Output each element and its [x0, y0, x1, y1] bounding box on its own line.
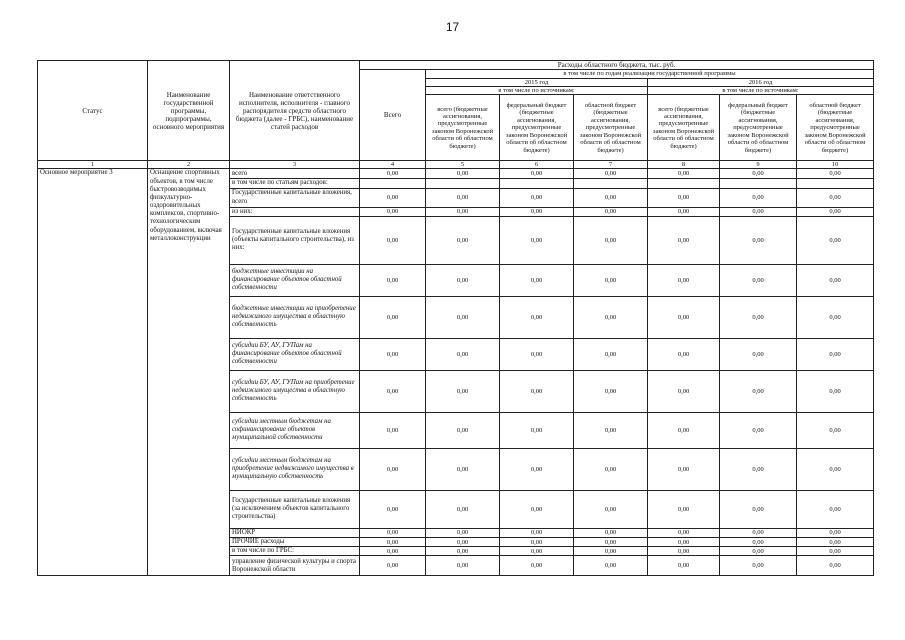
row-label: бюджетные инвестиции на приобретение недвижимого имущества в областную собственность	[230, 296, 360, 338]
value-cell	[574, 179, 648, 188]
column-number: 5	[426, 161, 500, 169]
value-cell: 0,00	[426, 528, 500, 537]
value-cell: 0,00	[574, 296, 648, 338]
value-cell: 0,00	[500, 412, 574, 448]
value-cell: 0,00	[500, 338, 574, 370]
value-cell: 0,00	[360, 537, 426, 546]
header-status: Статус	[38, 61, 148, 161]
program-cell: Оснащение спортивных объектов, в том числе быстровозводимых физкультурно-оздоровительных комплексов, спортивно-технологическим оборудованием, включая металлоконструкции	[148, 169, 230, 576]
column-number: 7	[574, 161, 648, 169]
value-cell: 0,00	[648, 264, 720, 296]
value-cell	[720, 179, 797, 188]
row-label: Государственные капитальные вложения (объекты капитального строительства), из них:	[230, 216, 360, 264]
value-cell: 0,00	[797, 370, 874, 412]
value-cell: 0,00	[720, 528, 797, 537]
column-number: 3	[230, 161, 360, 169]
value-cell: 0,00	[797, 547, 874, 556]
value-cell: 0,00	[648, 216, 720, 264]
value-cell: 0,00	[426, 188, 500, 207]
row-label: НИОКР	[230, 528, 360, 537]
header-col-total-2016: всего (бюджетные ассигнования, предусмотренные законом Воронежской области об областном бюджете)	[648, 95, 720, 161]
header-by-sources-2015: в том числе по источникам:	[426, 86, 648, 94]
value-cell: 0,00	[426, 296, 500, 338]
value-cell: 0,00	[648, 528, 720, 537]
row-label: всего	[230, 169, 360, 179]
value-cell: 0,00	[360, 207, 426, 216]
column-number-row	[38, 161, 874, 169]
value-cell: 0,00	[574, 448, 648, 490]
value-cell: 0,00	[720, 412, 797, 448]
value-cell: 0,00	[426, 547, 500, 556]
column-number: 4	[360, 161, 426, 169]
header-total: Всего	[360, 70, 426, 161]
row-label: Государственные капитальные вложения, всего	[230, 188, 360, 207]
value-cell: 0,00	[574, 490, 648, 528]
value-cell: 0,00	[797, 537, 874, 546]
row-label: субсидии местным бюджетам на софинансирование объектов муниципальной собственности	[230, 412, 360, 448]
value-cell: 0,00	[426, 216, 500, 264]
row-label: из них:	[230, 207, 360, 216]
value-cell: 0,00	[797, 296, 874, 338]
table-row	[38, 169, 874, 179]
value-cell: 0,00	[574, 338, 648, 370]
header-col-total-2015: всего (бюджетные ассигнования, предусмотренные законом Воронежской области об областном бюджете)	[426, 95, 500, 161]
value-cell: 0,00	[574, 216, 648, 264]
header-by-sources-2016: в том числе по источникам:	[648, 86, 874, 94]
value-cell: 0,00	[426, 556, 500, 576]
header-row-1	[38, 61, 874, 70]
value-cell: 0,00	[500, 528, 574, 537]
value-cell: 0,00	[360, 528, 426, 537]
value-cell: 0,00	[500, 370, 574, 412]
value-cell: 0,00	[797, 490, 874, 528]
column-number: 6	[500, 161, 574, 169]
value-cell: 0,00	[500, 188, 574, 207]
value-cell: 0,00	[648, 207, 720, 216]
value-cell: 0,00	[797, 448, 874, 490]
value-cell	[797, 179, 874, 188]
column-number: 2	[148, 161, 230, 169]
value-cell: 0,00	[574, 412, 648, 448]
value-cell: 0,00	[720, 547, 797, 556]
header-col-federal-2016: федеральный бюджет (бюджетные ассигнования, предусмотренные законом Воронежской области об областном бюджете)	[720, 95, 797, 161]
value-cell: 0,00	[648, 537, 720, 546]
header-by-years: в том числе по годам реализации государственной программы	[426, 70, 874, 78]
row-label: в том числе по ГРБС:	[230, 547, 360, 556]
value-cell: 0,00	[648, 490, 720, 528]
value-cell: 0,00	[720, 490, 797, 528]
column-number: 9	[720, 161, 797, 169]
value-cell: 0,00	[500, 216, 574, 264]
value-cell: 0,00	[648, 547, 720, 556]
value-cell: 0,00	[574, 370, 648, 412]
header-program-name: Наименование государственной программы, подпрограммы, основного мероприятия	[148, 61, 230, 161]
value-cell: 0,00	[574, 169, 648, 179]
value-cell: 0,00	[360, 370, 426, 412]
value-cell: 0,00	[648, 370, 720, 412]
value-cell: 0,00	[500, 264, 574, 296]
value-cell: 0,00	[426, 537, 500, 546]
value-cell: 0,00	[500, 490, 574, 528]
row-label: ПРОЧИЕ расходы	[230, 537, 360, 546]
status-cell: Основное мероприятие 3	[38, 169, 148, 576]
value-cell: 0,00	[648, 448, 720, 490]
value-cell: 0,00	[720, 556, 797, 576]
value-cell: 0,00	[500, 169, 574, 179]
value-cell: 0,00	[720, 448, 797, 490]
value-cell: 0,00	[648, 412, 720, 448]
header-col-federal-2015: федеральный бюджет (бюджетные ассигнования, предусмотренные законом Воронежской области об областном бюджете)	[500, 95, 574, 161]
value-cell: 0,00	[360, 547, 426, 556]
value-cell: 0,00	[797, 216, 874, 264]
value-cell: 0,00	[500, 296, 574, 338]
value-cell: 0,00	[426, 370, 500, 412]
row-label: бюджетные инвестиции на финансирование объектов областной собственности	[230, 264, 360, 296]
row-label: управление физической культуры и спорта Воронежской области	[230, 556, 360, 576]
value-cell: 0,00	[500, 556, 574, 576]
value-cell: 0,00	[574, 547, 648, 556]
value-cell: 0,00	[426, 207, 500, 216]
value-cell: 0,00	[797, 338, 874, 370]
value-cell: 0,00	[574, 264, 648, 296]
value-cell: 0,00	[360, 296, 426, 338]
value-cell	[360, 179, 426, 188]
column-number: 10	[797, 161, 874, 169]
value-cell: 0,00	[720, 264, 797, 296]
value-cell: 0,00	[720, 370, 797, 412]
value-cell: 0,00	[500, 448, 574, 490]
value-cell: 0,00	[360, 448, 426, 490]
header-col-regional-2015: областной бюджет (бюджетные ассигнования, предусмотренные законом Воронежской области об областном бюджете)	[574, 95, 648, 161]
row-label: Государственные капитальные вложения (за исключением объектов капитального строительства)	[230, 490, 360, 528]
header-year-2015: 2015 год	[426, 78, 648, 86]
header-year-2016: 2016 год	[648, 78, 874, 86]
value-cell	[500, 179, 574, 188]
value-cell: 0,00	[574, 207, 648, 216]
value-cell: 0,00	[574, 528, 648, 537]
value-cell: 0,00	[797, 207, 874, 216]
value-cell: 0,00	[426, 338, 500, 370]
value-cell: 0,00	[797, 556, 874, 576]
value-cell: 0,00	[360, 490, 426, 528]
value-cell: 0,00	[500, 207, 574, 216]
value-cell: 0,00	[648, 556, 720, 576]
value-cell: 0,00	[720, 169, 797, 179]
value-cell: 0,00	[648, 169, 720, 179]
value-cell: 0,00	[426, 169, 500, 179]
value-cell: 0,00	[648, 338, 720, 370]
header-expenses-title: Расходы областного бюджета, тыс. руб.	[360, 61, 874, 70]
value-cell: 0,00	[648, 188, 720, 207]
value-cell: 0,00	[360, 169, 426, 179]
value-cell: 0,00	[648, 296, 720, 338]
value-cell	[648, 179, 720, 188]
value-cell: 0,00	[426, 264, 500, 296]
value-cell: 0,00	[574, 537, 648, 546]
value-cell: 0,00	[360, 556, 426, 576]
value-cell: 0,00	[797, 169, 874, 179]
value-cell: 0,00	[426, 412, 500, 448]
value-cell: 0,00	[720, 537, 797, 546]
page-number: 17	[445, 20, 460, 34]
value-cell: 0,00	[360, 338, 426, 370]
value-cell: 0,00	[574, 556, 648, 576]
value-cell: 0,00	[426, 448, 500, 490]
row-label: субсидии местным бюджетам на приобретение недвижимого имущества в муниципальную собственность	[230, 448, 360, 490]
value-cell: 0,00	[360, 216, 426, 264]
budget-table	[37, 60, 874, 576]
value-cell: 0,00	[500, 547, 574, 556]
header-col-regional-2016: областной бюджет (бюджетные ассигнования, предусмотренные законом Воронежской области об областном бюджете)	[797, 95, 874, 161]
row-label: субсидии БУ, АУ, ГУПам на приобретение недвижимого имущества в областную собственность	[230, 370, 360, 412]
value-cell: 0,00	[797, 412, 874, 448]
value-cell: 0,00	[797, 264, 874, 296]
value-cell	[426, 179, 500, 188]
value-cell: 0,00	[360, 264, 426, 296]
value-cell: 0,00	[426, 490, 500, 528]
value-cell: 0,00	[574, 188, 648, 207]
row-label: в том числе по статьям расходов:	[230, 179, 360, 188]
value-cell: 0,00	[720, 188, 797, 207]
value-cell: 0,00	[797, 528, 874, 537]
value-cell: 0,00	[720, 296, 797, 338]
column-number: 1	[38, 161, 148, 169]
value-cell: 0,00	[720, 338, 797, 370]
row-label: субсидии БУ, АУ, ГУПам на финансирование объектов областной собственности	[230, 338, 360, 370]
column-number: 8	[648, 161, 720, 169]
value-cell: 0,00	[500, 537, 574, 546]
value-cell: 0,00	[797, 188, 874, 207]
value-cell: 0,00	[720, 207, 797, 216]
value-cell: 0,00	[720, 216, 797, 264]
value-cell: 0,00	[360, 188, 426, 207]
value-cell: 0,00	[360, 412, 426, 448]
header-executor: Наименование ответственного исполнителя, исполнителя - главного распорядителя средств областного бюджета (далее - ГРБС), наименование статей расходов	[230, 61, 360, 161]
